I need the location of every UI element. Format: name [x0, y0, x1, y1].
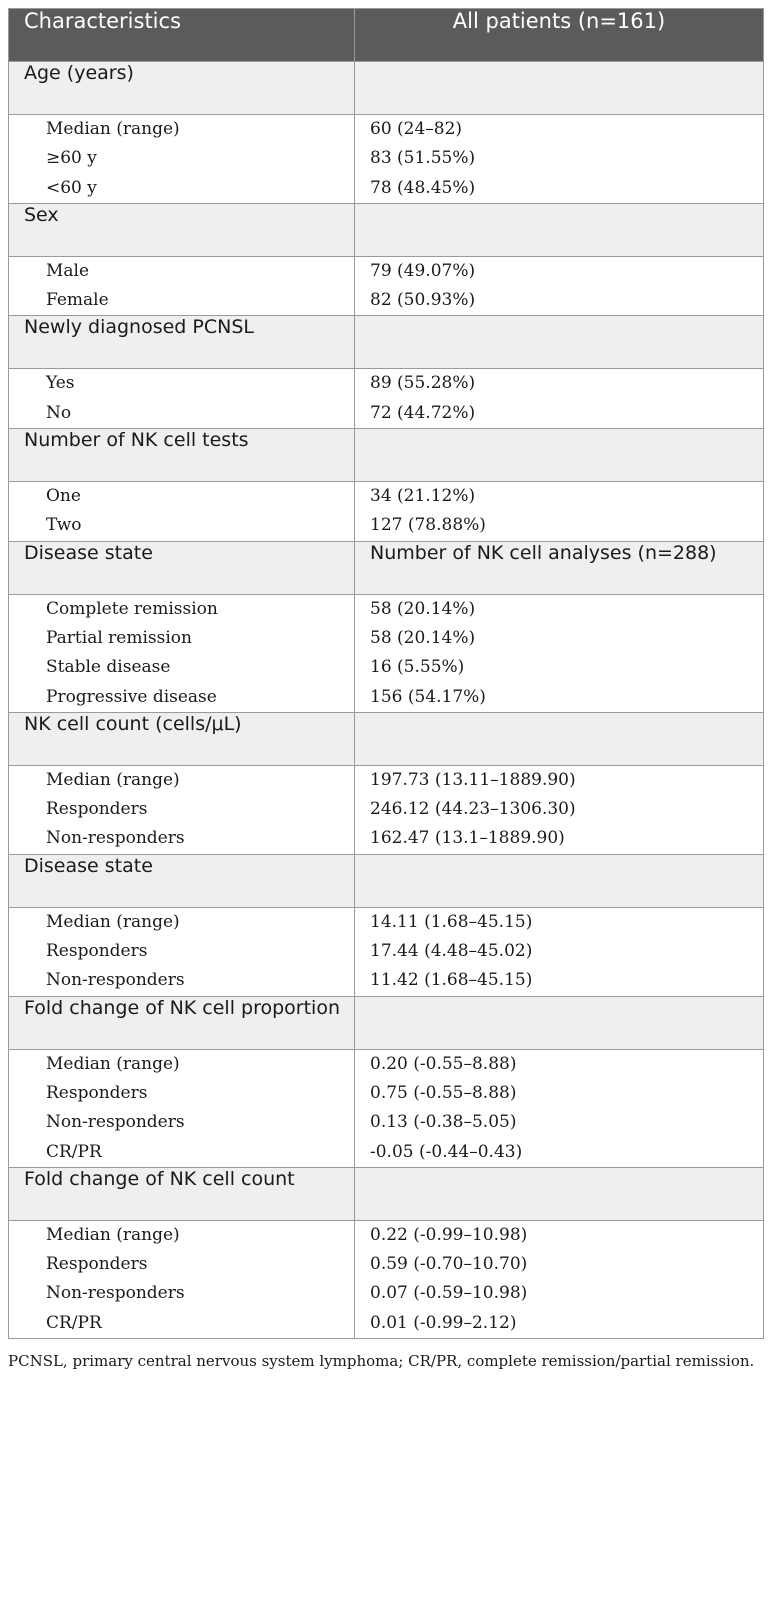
- row-value: 58 (20.14%): [370, 598, 476, 619]
- row-values-cell: [355, 256, 764, 316]
- section-title: Fold change of NK cell proportion: [9, 996, 355, 1049]
- row-value: -0.05 (-0.44–0.43): [370, 1141, 523, 1162]
- row-labels-cell: [9, 907, 355, 996]
- row-value: 0.22 (-0.99–10.98): [370, 1224, 528, 1245]
- row-value: 82 (50.93%): [370, 290, 476, 311]
- section-title-right: [355, 996, 764, 1049]
- row-value: 0.07 (-0.59–10.98): [370, 1283, 528, 1304]
- row-label: Responders: [46, 941, 148, 962]
- row-value: 58 (20.14%): [370, 627, 476, 648]
- row-values-cell: [355, 482, 764, 542]
- row-value: 246.12 (44.23–1306.30): [370, 799, 576, 820]
- row-label: No: [46, 402, 72, 423]
- patient-characteristics-table: [8, 8, 764, 1339]
- section-title: Disease state: [9, 541, 355, 594]
- section-header-row: [9, 996, 764, 1049]
- row-value: 156 (54.17%): [370, 686, 486, 707]
- section-header-row: [9, 316, 764, 369]
- section-rows: [9, 1220, 764, 1338]
- row-labels-cell: [9, 369, 355, 429]
- row-label: Median (range): [46, 769, 180, 790]
- row-value: 127 (78.88%): [370, 515, 486, 536]
- row-value: 0.59 (-0.70–10.70): [370, 1254, 528, 1275]
- row-value: 16 (5.55%): [370, 657, 465, 678]
- section-rows: [9, 594, 764, 712]
- section-title-right: [355, 62, 764, 115]
- table-header-row: [9, 9, 764, 62]
- row-label: Median (range): [46, 1224, 180, 1245]
- section-title-right: Number of NK cell analyses (n=288): [355, 541, 764, 594]
- header-characteristics: Characteristics: [9, 9, 355, 62]
- row-label: ≥60 y: [46, 148, 97, 169]
- table-body: [9, 62, 764, 1339]
- section-title-right: [355, 429, 764, 482]
- row-value: 79 (49.07%): [370, 260, 476, 281]
- section-header-row: [9, 62, 764, 115]
- section-title-right: [355, 203, 764, 256]
- row-label: Responders: [46, 1082, 148, 1103]
- row-values-cell: [355, 1049, 764, 1167]
- row-label: Two: [46, 515, 82, 536]
- section-rows: [9, 115, 764, 204]
- row-label: Complete remission: [46, 598, 218, 619]
- row-value: 0.75 (-0.55–8.88): [370, 1082, 517, 1103]
- row-label: CR/PR: [46, 1312, 102, 1333]
- row-label: Stable disease: [46, 657, 171, 678]
- row-labels-cell: [9, 765, 355, 854]
- section-title-right: [355, 854, 764, 907]
- section-title: Newly diagnosed PCNSL: [9, 316, 355, 369]
- row-value: 11.42 (1.68–45.15): [370, 970, 533, 991]
- row-value: 162.47 (13.1–1889.90): [370, 828, 565, 849]
- row-label: Non-responders: [46, 828, 185, 849]
- row-label: CR/PR: [46, 1141, 102, 1162]
- section-rows: [9, 369, 764, 429]
- row-value: 0.13 (-0.38–5.05): [370, 1112, 517, 1133]
- row-label: <60 y: [46, 177, 97, 198]
- row-value: 34 (21.12%): [370, 486, 476, 507]
- row-label: Non-responders: [46, 970, 185, 991]
- section-rows: [9, 1049, 764, 1167]
- row-labels-cell: [9, 1220, 355, 1338]
- row-labels-cell: [9, 256, 355, 316]
- section-rows: [9, 482, 764, 542]
- section-title: Disease state: [9, 854, 355, 907]
- row-labels-cell: [9, 482, 355, 542]
- section-title: Fold change of NK cell count: [9, 1167, 355, 1220]
- section-title-right: [355, 1167, 764, 1220]
- row-value: 83 (51.55%): [370, 148, 476, 169]
- header-all-patients: All patients (n=161): [355, 9, 764, 62]
- row-label: Progressive disease: [46, 686, 217, 707]
- section-header-row: [9, 712, 764, 765]
- section-title: Number of NK cell tests: [9, 429, 355, 482]
- row-values-cell: [355, 1220, 764, 1338]
- section-title: NK cell count (cells/μL): [9, 712, 355, 765]
- section-title: Sex: [9, 203, 355, 256]
- row-value: 72 (44.72%): [370, 402, 476, 423]
- row-value: 197.73 (13.11–1889.90): [370, 769, 576, 790]
- row-label: Partial remission: [46, 627, 192, 648]
- row-value: 78 (48.45%): [370, 177, 476, 198]
- row-values-cell: [355, 907, 764, 996]
- row-label: Responders: [46, 799, 148, 820]
- row-values-cell: [355, 115, 764, 204]
- row-label: Female: [46, 290, 109, 311]
- row-label: Responders: [46, 1254, 148, 1275]
- section-rows: [9, 256, 764, 316]
- section-header-row: [9, 541, 764, 594]
- document-page: [8, 8, 763, 1374]
- row-label: Male: [46, 260, 90, 281]
- section-rows: [9, 765, 764, 854]
- row-value: 0.01 (-0.99–2.12): [370, 1312, 517, 1333]
- section-title-right: [355, 712, 764, 765]
- row-label: Median (range): [46, 911, 180, 932]
- row-value: 0.20 (-0.55–8.88): [370, 1053, 517, 1074]
- row-label: Non-responders: [46, 1283, 185, 1304]
- row-label: Median (range): [46, 119, 180, 139]
- row-labels-cell: [9, 594, 355, 712]
- section-rows: [9, 907, 764, 996]
- row-values-cell: [355, 594, 764, 712]
- row-label: Yes: [46, 373, 75, 394]
- row-value: 60 (24–82): [370, 119, 463, 139]
- section-header-row: [9, 1167, 764, 1220]
- section-title-right: [355, 316, 764, 369]
- row-label: Median (range): [46, 1053, 180, 1074]
- row-value: 89 (55.28%): [370, 373, 476, 394]
- section-header-row: [9, 203, 764, 256]
- section-header-row: [9, 429, 764, 482]
- row-values-cell: [355, 765, 764, 854]
- row-labels-cell: [9, 1049, 355, 1167]
- table-footnote: PCNSL, primary central nervous system lymphoma; CR/PR, complete remission/partial remission.: [8, 1352, 755, 1371]
- row-labels-cell: [9, 115, 355, 204]
- row-label: Non-responders: [46, 1112, 185, 1133]
- section-header-row: [9, 854, 764, 907]
- row-values-cell: [355, 369, 764, 429]
- row-label: One: [46, 486, 81, 507]
- section-title: Age (years): [9, 62, 355, 115]
- row-value: 14.11 (1.68–45.15): [370, 911, 533, 932]
- row-value: 17.44 (4.48–45.02): [370, 941, 533, 962]
